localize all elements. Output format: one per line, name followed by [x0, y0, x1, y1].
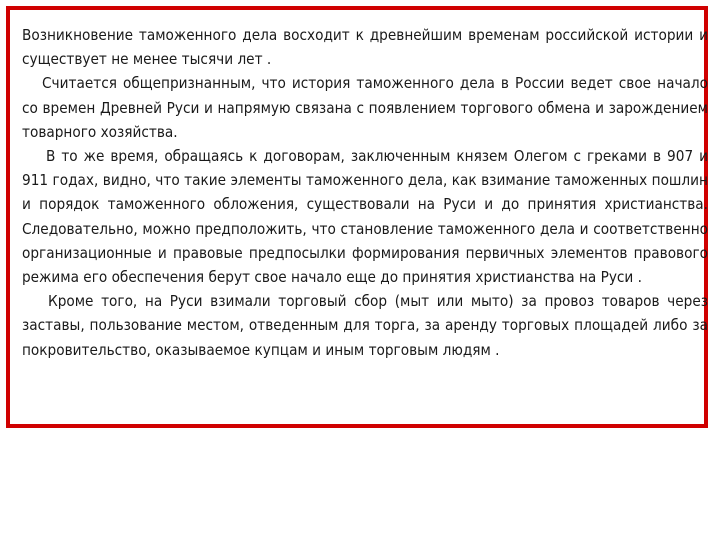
paragraph-1: Возникновение таможенного дела восходит к древнейшим временам российской истории и существует не менее тысячи лет . [22, 26, 708, 69]
paragraph-4: Кроме того, на Руси взимали торговый сбор (мыт или мыто) за провоз товаров через заставы, пользование местом, отведенным для торга, за аренду торговых площадей либо за покровительство, оказываемое купцам и иным торговым людям . [22, 292, 708, 359]
paragraph-2: Считается общепризнанным, что история таможенного дела в России ведет свое начало со времен Древней Руси и напрямую связана с появлением торгового обмена и зарождением товарного хозяйства. [22, 74, 708, 141]
document-text [22, 23, 708, 362]
paragraph-3: В то же время, обращаясь к договорам, заключенным князем Олегом с греками в 907 и 911 годах, видно, что такие элементы таможенного дела, как взимание таможенных пошлин и порядок таможенного обложения, существовали на Руси и до принятия христианства. Следовательно, можно предположить, что становление таможенного дела и соответственно организационные и правовые предпосылки формирования первичных элементов правового режима его обеспечения берут свое начало еще до принятия христианства на Руси . [22, 147, 708, 287]
red-frame [6, 6, 708, 428]
